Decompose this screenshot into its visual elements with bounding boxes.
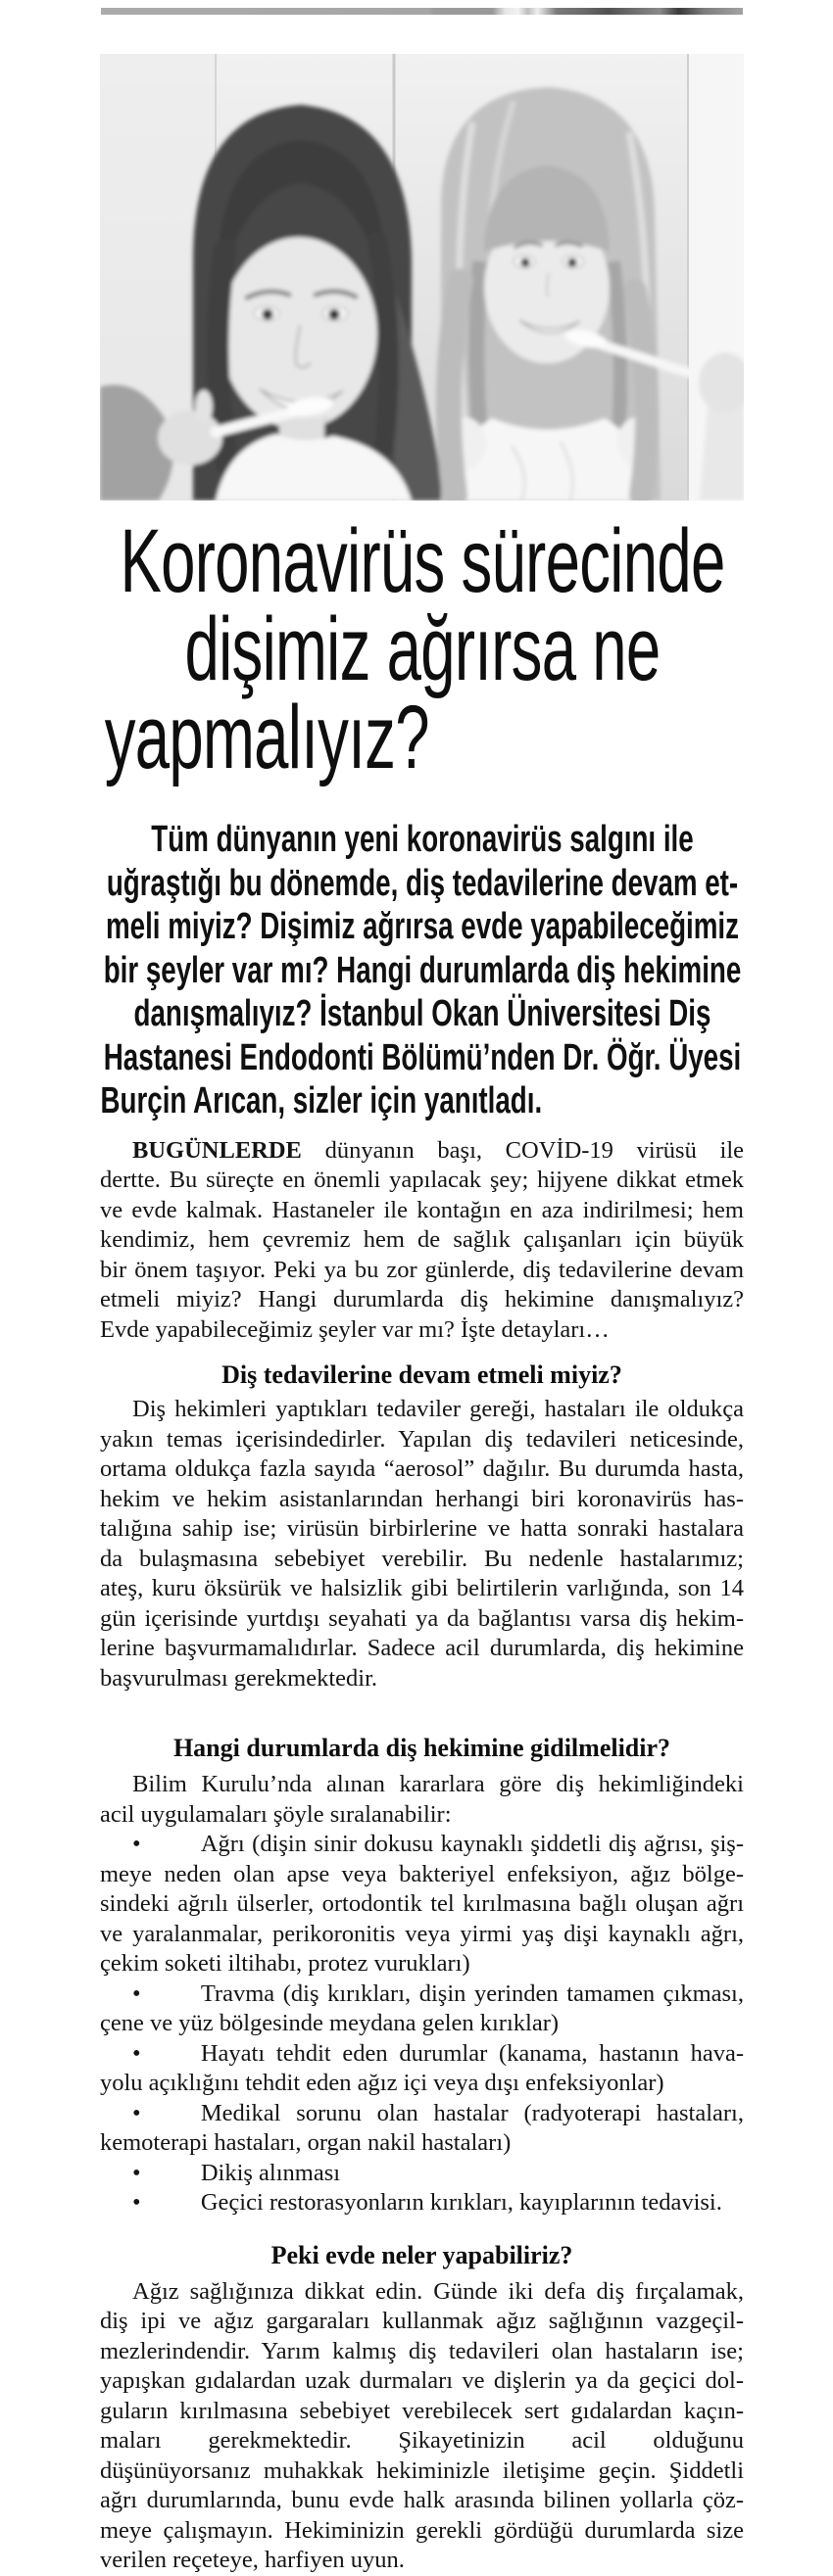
- text-line: • Geçici restorasyonların kırıkları, kayıplarının tedavisi.: [132, 2189, 722, 2216]
- text-line: meye çalışmayın. Hekiminizin gerekli gördüğü durumlarda size: [100, 2516, 744, 2544]
- text-line: maları gerekmektedir. Şikayetinizin acil olduğunu: [100, 2427, 744, 2454]
- text-line: kemoterapi hastaları, organ nakil hastaları): [100, 2129, 512, 2156]
- text-line: diş ipi ve ağız gargaraları kullanmak ağız sağlığının vazgeçil-: [100, 2308, 744, 2334]
- lead-paragraph: [100, 1136, 744, 1346]
- text-line: yakın temas içerisindedirler. Yapılan diş tedavileri neticesinde,: [100, 1425, 744, 1453]
- text-line: Tüm dünyanın yeni koronavirüs salgını ile: [150, 819, 694, 860]
- text-line: acil uygulamaları şöyle sıralanabilir:: [100, 1800, 452, 1828]
- text-line: Bilim Kurulu’nda alınan kararlara göre diş hekimliğindeki: [132, 1771, 744, 1797]
- text-line: yapışkan gıdalardan uzak durmaları ve dişlerin ya da geçici dol-: [100, 2367, 744, 2394]
- text-line: • Travma (diş kırıkları, dişin yerinden tamamen çıkması,: [132, 1980, 744, 2007]
- text-line: çene ve yüz bölgesinde meydana gelen kırıklar): [100, 2010, 560, 2036]
- bullet-item: [100, 2159, 744, 2189]
- lead-first-line-rest: dünyanın başı, COVİD-19 virüsü ile: [301, 1136, 744, 1164]
- text-line: çekim soketi iltihabı, protez vurukları): [100, 1950, 470, 1977]
- text-line: • Ağrı (dişin sinir dokusu kaynaklı şiddetli diş ağrısı, şiş-: [132, 1831, 744, 1857]
- woman-hand: [158, 410, 222, 465]
- text-line: başvurulması gerekmektedir.: [100, 1664, 378, 1692]
- text-line: Hastanesi Endodonti Bölümü’nden Dr. Öğr. Üyesi: [103, 1036, 741, 1078]
- text-line: mezlerindendir. Yarım kalmış diş tedavileri olan hastaların ise;: [100, 2337, 744, 2364]
- text-line: düşünüyorsanız muhakkak hekiminizle iletişime geçin. Şiddetli: [100, 2457, 744, 2484]
- bullet-item: [100, 1980, 744, 2039]
- text-line: Koronavirüs sürecinde: [119, 511, 725, 611]
- text-line: Burçin Arıcan, sizler için yanıtladı.: [100, 1080, 542, 1121]
- lead-first-line: [100, 1136, 744, 1167]
- bullet-item: [100, 2188, 744, 2218]
- text-line: da bulaşmasına sebebiyet verebilir. Bu nedenle hastalarımız;: [100, 1545, 744, 1572]
- text-line: Ağız sağlığınıza dikkat edin. Günde iki defa diş fırçalamak,: [132, 2277, 744, 2305]
- section-heading-treatments: Diş tedavilerine devam etmeli miyiz?: [221, 1360, 622, 1389]
- section-heading-emergencies: Hangi durumlarda diş hekimine gidilmelidir?: [172, 1734, 671, 1762]
- text-line: • Dikiş alınması: [132, 2159, 341, 2186]
- text-line: • Medikal sorunu olan hastalar (radyoterapi hastaları,: [132, 2099, 744, 2126]
- bullet-item: [100, 1830, 744, 1980]
- section-heading-at-home: Peki evde neler yapabiliriz?: [270, 2240, 573, 2269]
- text-line: bir şeyler var mı? Hangi durumlarda diş hekimine: [103, 949, 741, 991]
- lead-label: BUGÜNLERDE: [132, 1136, 302, 1164]
- standfirst: [100, 818, 744, 1123]
- top-image-strip: [101, 8, 743, 15]
- text-line: ve yaralanmalar, perikoronitis veya yirmi yaş dişi kaynaklı ağrı,: [100, 1920, 744, 1947]
- text-line: • Hayatı tehdit eden durumlar (kanama, hastanın hava-: [132, 2039, 744, 2067]
- text-line: ortama oldukça fazla sayıda “aerosol” dağılır. Bu durumda hasta,: [100, 1455, 744, 1482]
- text-line: yolu açıklığını tehdit eden ağız içi veya dışı enfeksiyonlar): [100, 2070, 664, 2096]
- text-line: ve evde kalmak. Hastaneler ile kontağın en aza indirilmesi; hem: [100, 1196, 744, 1223]
- text-line: bir önem taşıyor. Peki ya bu zor günlerde, diş tedavilerine devam: [100, 1256, 744, 1283]
- section2-intro: [100, 1770, 744, 1830]
- text-line: meli miyiz? Dişimiz ağrırsa evde yapabileceğimiz: [105, 906, 739, 947]
- section3-paragraph: [100, 2277, 744, 2576]
- text-line: dertte. Bu süreçte en önemli yapılacak şey; hijyene dikkat etmek: [100, 1167, 744, 1193]
- text-line: danışmalıyız? İstanbul Okan Üniversitesi Diş: [133, 993, 710, 1034]
- text-line: uğraştığı bu dönemde, diş tedavilerine devam et-: [106, 862, 738, 904]
- text-line: ateş, kuru öksürük ve halsizlik gibi belirtilerin varlığında, son 14: [100, 1575, 744, 1601]
- article-photo: [100, 54, 744, 501]
- text-line: yapmalıyız?: [104, 688, 429, 787]
- text-line: verilen reçeteye, harfiyen uyun.: [100, 2547, 405, 2573]
- bullet-item: [100, 2099, 744, 2159]
- text-line: lerine başvurmamalıdırlar. Sadece acil durumlarda, diş hekimine: [100, 1635, 744, 1661]
- text-line: sindeki ağrılı ülserler, ortodontik tel kırılmasına bağlı oluşan ağrı: [100, 1890, 744, 1917]
- section1-paragraph: [100, 1395, 744, 1693]
- text-line: guların kırılmasına sebebiyet verebilecek sert gıdalardan kaçın-: [100, 2397, 744, 2424]
- text-line: kendimiz, hem çevremiz hem de sağlık çalışanları için büyük: [100, 1226, 744, 1253]
- text-line: ağrı durumlarında, bunu evde halk arasında bilinen yollarla çöz-: [100, 2487, 744, 2513]
- text-line: meye neden olan apse veya bakteriyel enfeksiyon, ağız bölge-: [100, 1860, 744, 1887]
- text-line: Diş hekimleri yaptıkları tedaviler gereği, hastaları ile oldukça: [132, 1396, 744, 1422]
- text-line: hekim ve hekim asistanlarından herhangi biri koronavirüs has-: [100, 1485, 744, 1512]
- text-line: gün içerisinde yurtdışı seyahati ya da bağlantısı varsa diş hekim-: [100, 1604, 744, 1632]
- text-line: dişimiz ağrırsa ne: [183, 599, 661, 699]
- headline: [104, 511, 740, 787]
- bullet-item: [100, 2039, 744, 2099]
- text-line: Evde yapabileceğimiz şeyler var mı? İşte detayları…: [100, 1315, 610, 1343]
- lead-lines: [100, 1166, 744, 1345]
- text-line: etmeli miyiz? Hangi durumlarda diş hekimine danışmalıyız?: [100, 1286, 744, 1312]
- article-body: [100, 1136, 744, 2576]
- text-line: talığına sahip ise; virüsün birbirlerine ve hatta sonraki hastalara: [100, 1515, 744, 1542]
- section2-bullet-list: [100, 1830, 744, 2218]
- article-column: [100, 54, 744, 2576]
